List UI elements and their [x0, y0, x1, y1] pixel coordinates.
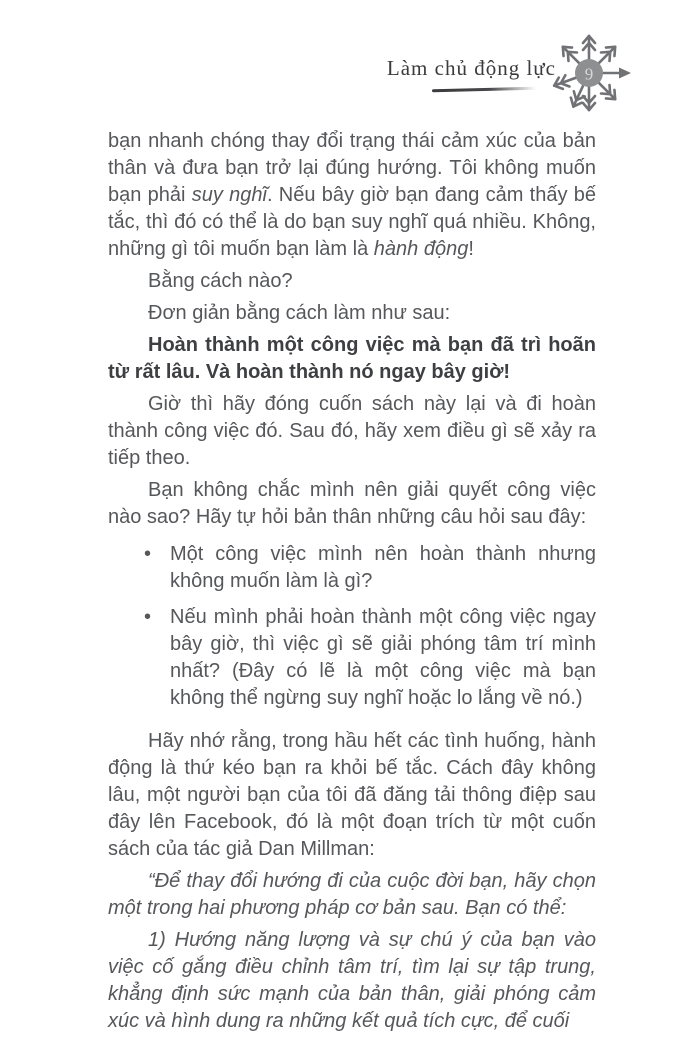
paragraph: [108, 128, 596, 263]
text-run: Đơn giản bằng cách làm như sau:: [148, 302, 451, 324]
text-run: “Để thay đổi hướng đi của cuộc đời bạn, hãy chọn một trong hai phương pháp cơ bản sau. Bạn có thể:: [108, 870, 596, 919]
emphasized-text: suy nghĩ: [191, 184, 267, 206]
bullet-item: [142, 604, 596, 712]
running-header-title: Làm chủ động lực: [386, 56, 556, 80]
text-run: !: [468, 238, 474, 260]
bullet-list: [142, 541, 596, 712]
arrows-page-number-icon: [542, 26, 636, 120]
paragraph: [108, 268, 596, 295]
text-run: . Nếu bây giờ bạn đang cảm thấy bế tắc, thì đó có thể là do bạn suy nghĩ quá nhiều. Không, những gì tôi muốn bạn làm là: [108, 184, 597, 260]
text-run: Nếu mình phải hoàn thành một công việc ngay bây giờ, thì việc gì sẽ giải phóng tâm trí mình nhất? (Đây có lẽ là một công việc mà bạn không thể ngừng suy nghĩ hoặc lo lắng về nó.): [170, 606, 596, 709]
text-run: Bạn không chắc mình nên giải quyết công việc nào sao? Hãy tự hỏi bản thân những câu hỏi sau đây:: [108, 479, 596, 528]
arrow-fletched: [583, 36, 595, 62]
text-run: 1) Hướng năng lượng và sự chú ý của bạn vào việc cố gắng điều chỉnh tâm trí, tìm lại sự tập trung, khẳng định sức mạnh của bản thân, giải phóng cảm xúc và hình dung ra những kết quả tích cực, để cuối: [108, 929, 596, 1032]
bullet-item: [142, 541, 596, 595]
text-run: Một công việc mình nên hoàn thành nhưng không muốn làm là gì?: [170, 543, 596, 592]
italic-paragraph: [108, 927, 596, 1035]
header-underline-flourish: [432, 87, 536, 93]
text-run: Giờ thì hãy đóng cuốn sách này lại và đi hoàn thành công việc đó. Sau đó, hãy xem điều gì sẽ xảy ra tiếp theo.: [108, 393, 596, 469]
paragraph: [108, 391, 596, 472]
page-body: [108, 128, 596, 1040]
paragraph: [108, 300, 596, 327]
page-number: 9: [584, 64, 594, 84]
paragraph: [108, 728, 596, 863]
bold-paragraph: [108, 332, 596, 386]
emphasized-text: hành động: [373, 238, 469, 260]
paragraph: [108, 477, 596, 531]
italic-paragraph: [108, 868, 596, 922]
text-run: Hoàn thành một công việc mà bạn đã trì hoãn từ rất lâu. Và hoàn thành nó ngay bây giờ!: [108, 334, 596, 383]
arrow-headed: [600, 68, 631, 79]
text-run: Bằng cách nào?: [148, 270, 293, 292]
text-run: Hãy nhớ rằng, trong hầu hết các tình huống, hành động là thứ kéo bạn ra khỏi bế tắc. Cách đây không lâu, một người bạn của tôi đã đăng tải thông điệp sau đây lên Facebook, đó là một đoạn trích từ một cuốn sách của tác giả Dan Millman:: [108, 730, 596, 860]
text-run: bạn nhanh chóng thay đổi trạng thái cảm xúc của bản thân và đưa bạn trở lại đúng hướng. Tôi không muốn bạn phải: [108, 130, 596, 206]
